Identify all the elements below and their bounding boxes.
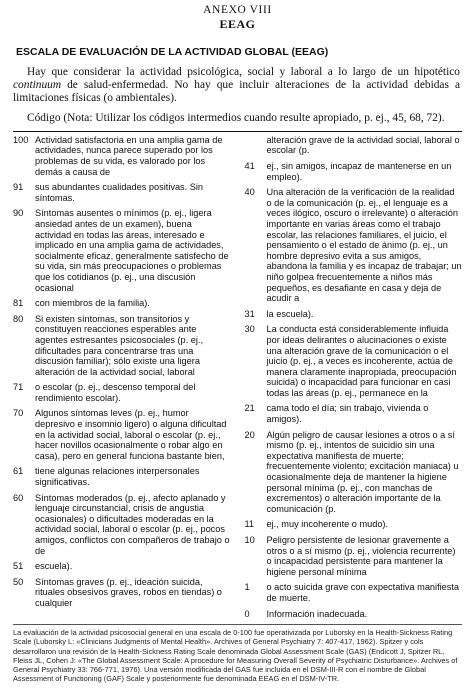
scale-description: Síntomas ausentes o mínimos (p. ej., ligera ansiedad antes de un examen), buena actividad en todas las áreas, interesado e implicado en una amplia gama de actividades, socialmente eficaz, generalmente satisfecho de su vida, sin más preocupaciones o problemas que los cotidianos (p. ej., una discusión ocasional <box>35 208 229 293</box>
intro-text-a: Hay que considerar la actividad psicológica, social y laboral a lo largo de un hipotético <box>27 66 460 78</box>
scale-entry <box>13 561 231 572</box>
scale-code: 30 <box>244 324 255 335</box>
scale-code: 71 <box>13 382 24 393</box>
scale-description: con miembros de la familia). <box>35 298 150 309</box>
scale-description: ej., sin amigos, incapaz de mantenerse en un empleo). <box>266 161 452 182</box>
scale-code: 41 <box>244 161 255 171</box>
scale-entry <box>13 208 231 293</box>
scale-description: la escuela). <box>266 308 314 319</box>
scale-code: 80 <box>13 313 24 324</box>
scale-description: Información inadecuada. <box>266 608 368 619</box>
code-note: Código (Nota: Utilizar los códigos intermedios cuando resulte apropiado, p. ej., 45, 68, 72). <box>27 111 445 124</box>
scale-entry <box>245 403 463 424</box>
scale-columns <box>13 135 462 624</box>
scale-description: o escolar (p. ej., descenso temporal del rendimiento escolar). <box>35 382 196 403</box>
scale-description: Algunos síntomas leves (p. ej., humor depresivo e insomnio ligero) o alguna dificultad en la actividad social, laboral o escolar (p. ej., hacer novillos ocasionalmente o robar algo en casa), pero en general funciona bastante bien, <box>35 408 227 461</box>
continued-text <box>245 135 463 156</box>
scale-description: La conducta está considerablemente influida por ideas delirantes o alucinaciones o existe una alteración grave de la comunicación o el juicio (p. ej., a veces es incoherente, actúa de manera claramente inapropiada, preocupación suicida) o incapacidad para funcionar en casi todas las áreas (p. ej., permanece en la <box>266 324 457 398</box>
scale-entry <box>245 187 463 304</box>
scale-code: 21 <box>244 403 255 414</box>
scale-code: 31 <box>244 308 255 319</box>
scale-code: 70 <box>13 408 24 419</box>
left-column <box>13 135 239 624</box>
scale-entry <box>245 582 463 603</box>
scale-code: 50 <box>13 576 24 587</box>
scale-entry <box>13 382 231 403</box>
scale-description: Síntomas graves (p. ej., ideación suicida, rituales obsesivos graves, robos en tiendas) o cualquier <box>35 576 222 608</box>
scale-code: 1 <box>244 582 250 593</box>
scale-entry <box>13 408 231 461</box>
scale-description: escuela). <box>35 561 73 572</box>
scale-code: 40 <box>244 187 255 198</box>
scale-code: 10 <box>244 535 255 545</box>
scale-code: 90 <box>13 208 24 219</box>
scale-description: Una alteración de la verificación de la realidad o de la comunicación (p. ej., el lenguaje es a veces ilógico, oscuro o irrelevante) o alteración importante en varias áreas como el trabajo escolar, las relaciones familiares, el juicio, el pensamiento o el estado de ánimo (p. ej., un hombre depresivo evita a sus amigos, abandona la familia y es incapaz de trabajar; un niño golpea frecuentemente a niños más pequeños, es desafiante en casa y deja de acudir a <box>266 187 462 304</box>
annex-label: ANEXO VIII <box>203 4 272 16</box>
intro-emphasis: continuum <box>13 79 62 92</box>
continued-text-content: alteración grave de la actividad social, laboral o escolar (p. <box>266 134 460 156</box>
scale-code: 81 <box>13 298 24 309</box>
scale-title: ESCALA DE EVALUACIÓN DE LA ACTIVIDAD GLOBAL (EEAG) <box>16 46 329 58</box>
scale-entry <box>13 135 231 177</box>
scale-description: sus abundantes cualidades positivas. Sin síntomas. <box>35 182 204 203</box>
scale-entry <box>245 519 463 530</box>
scale-entry <box>245 309 463 320</box>
scale-description: Si existen síntomas, son transitorios y constituyen reacciones esperables ante agentes estresantes psicosociales (p. ej., dificultades para concentrarse tras una discusión familiar); sólo existe una ligera alteración de la actividad social, laboral <box>35 313 204 377</box>
scale-entry <box>13 182 231 203</box>
scale-code: 0 <box>244 608 250 619</box>
intro-text-b: de salud-enfermedad. No hay que incluir alteraciones de la actividad debidas a limitaciones físicas (o ambientales). <box>13 79 460 105</box>
scale-code: 61 <box>13 466 24 477</box>
scale-code: 100 <box>13 134 29 145</box>
scale-entry <box>13 493 231 557</box>
divider <box>13 131 462 132</box>
scale-code: 60 <box>13 492 24 503</box>
footnote: La evaluación de la actividad psicosocial general en una escala de 0-100 fue operativizada por Luborsky en la Health-Sickness Rating Scale (Luborsky L: «Clinicians Judgments of Mental Health». Archives of General Psychiatry 7: 407-417, 1962). Spitzer y cols desarrollaron una revisión de la Health-Sickness Rating Scale denominada Global Assessment Scale (GAS) (Endicott J, Spitzer RL, Fleiss JL, Cohen J: «The Global Assessment Scale: A procedure for Measuring Overall Severity of Psychiatric Disturbance». Archives of General Psychiatry 33: 766-771, 1976). Una versión modificada del GAS fue incluida en el DSM-III-R con el nombre de Global Assessment of Functioning (GAF) Scale y posteriormente fue denominada EEAG en el DSM-IV-TR. <box>13 624 462 684</box>
right-column <box>239 135 463 624</box>
intro-paragraph <box>13 66 460 106</box>
intro <box>13 66 462 125</box>
scale-entry <box>245 161 463 182</box>
scale-description: Actividad satisfactoria en una amplia gama de actividades, nunca parece superado por los problemas de su vida, es valorado por los demás a causa de <box>35 134 223 177</box>
scale-entry <box>245 324 463 398</box>
scale-description: o acto suicida grave con expectativa manifiesta de muerte. <box>266 582 460 603</box>
scale-description: tiene algunas relaciones interpersonales significativas. <box>35 466 200 488</box>
scale-entry <box>13 577 231 609</box>
scale-description: cama todo el día; sin trabajo, vivienda o amigos). <box>266 403 429 425</box>
document-code: EEAG <box>219 17 256 31</box>
scale-code: 91 <box>13 182 24 193</box>
scale-code: 20 <box>244 429 255 440</box>
scale-entry <box>13 466 231 487</box>
scale-description: Algún peligro de causar lesiones a otros o a sí mismo (p. ej., intentos de suicidio sin una expectativa manifiesta de muerte; frecuentemente violento; excitación maniaca) u ocasionalmente deja de mantener la higiene personal mínima (p. ej., con manchas de excrementos) o alteración importante de la comunicación (p. <box>266 429 459 514</box>
scale-description: Peligro persistente de lesionar gravemente a otros o a sí mismo (p. ej., violencia recurrente) o incapacidad persistente para mantener la higiene personal mínima <box>266 535 456 577</box>
scale-entry <box>245 430 463 515</box>
scale-code: 11 <box>244 519 255 530</box>
scale-code: 51 <box>13 561 24 572</box>
scale-entry <box>13 298 231 309</box>
scale-entry <box>13 314 231 378</box>
scale-entry <box>245 535 463 577</box>
scale-description: ej., muy incoherente o mudo). <box>266 519 389 530</box>
scale-entry <box>245 609 463 620</box>
scale-description: Síntomas moderados (p. ej., afecto aplanado y lenguaje circunstancial, crisis de angustia ocasionales) o dificultades moderadas en la actividad social, laboral o escolar (p. ej., pocos amigos, conflictos con compañeros de trabajo o de <box>35 492 230 556</box>
